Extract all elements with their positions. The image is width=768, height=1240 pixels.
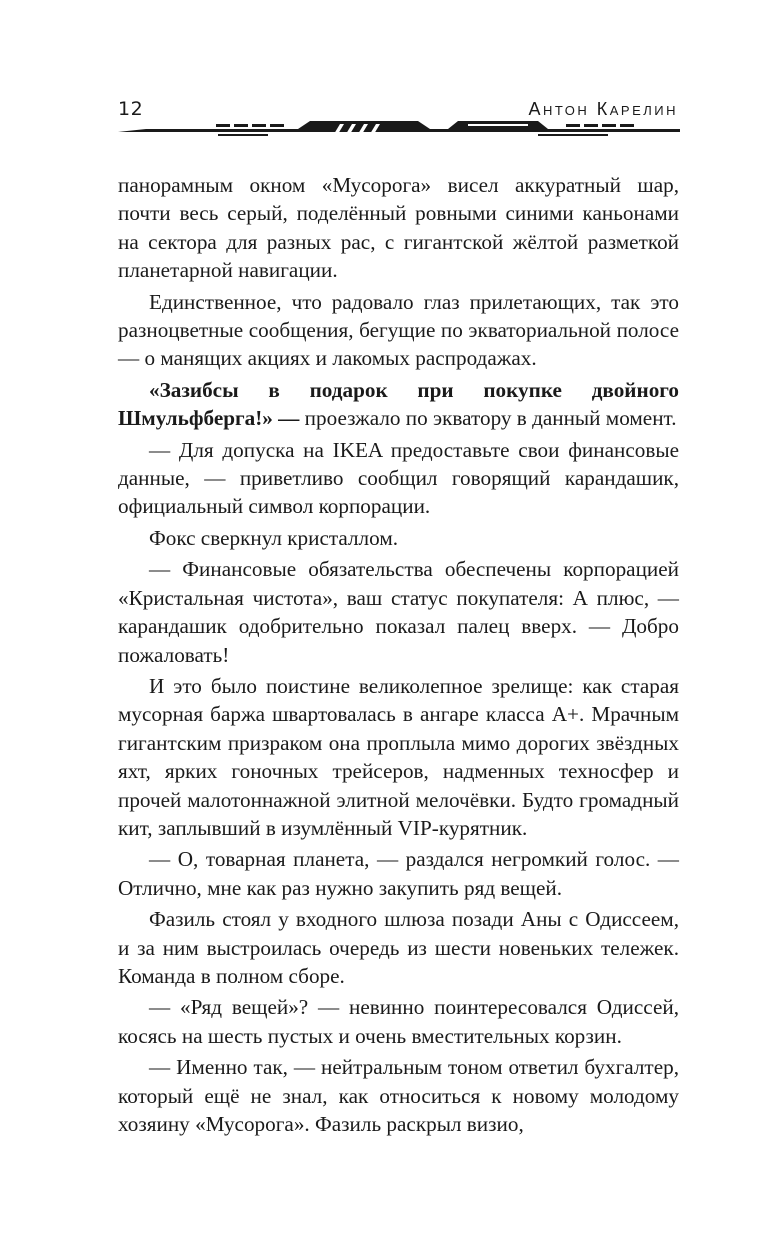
paragraph: Единственное, что радовало глаз прилетающих, так это разноцветные сообщения, бегущие по экваториальной полосе — о манящих акциях и лакомых распродажах. bbox=[118, 289, 679, 371]
paragraph: — «Ряд вещей»? — невинно поинтересовался Одиссей, косясь на шесть пустых и очень вместительных корзин. bbox=[118, 995, 679, 1048]
bold-slogan: «Зазибсы в подарок при покупке двойного Шмульфберга!» — bbox=[118, 377, 679, 431]
body-text bbox=[118, 171, 679, 1138]
paragraph: И это было поистине великолепное зрелище: как старая мусорная баржа швартовалась в ангаре класса А+. Мрачным гигантским призраком она проплыла мимо дорогих звёздных яхт, ярких гоночных трейсеров, надменных техносфер и прочей малотоннажной элитной мелочёвки. Будто громадный кит, заплывший в изумлённый VIP-курятник. bbox=[118, 673, 679, 840]
page-header bbox=[118, 98, 678, 122]
paragraph: — Финансовые обязательства обеспечены корпорацией «Кристальная чистота», ваш статус покупателя: А плюс, — карандашик одобрительно показал палец вверх. — Добро пожаловать! bbox=[118, 557, 679, 667]
header-ornament bbox=[118, 120, 680, 138]
paragraph-continuation: проезжало по экватору в данный момент. bbox=[299, 406, 677, 431]
page-number: 12 bbox=[118, 98, 144, 120]
running-head-author: Антон Карелин bbox=[528, 99, 678, 119]
paragraph: панорамным окном «Мусорога» висел аккуратный шар, почти весь серый, поделённый ровными синими каньонами на сектора для разных рас, с гигантской жёлтой разметкой планетарной навигации. bbox=[118, 173, 679, 283]
paragraph: Фазиль стоял у входного шлюза позади Аны с Одиссеем, и за ним выстроилась очередь из шести новеньких тележек. Команда в полном сборе. bbox=[118, 907, 679, 988]
paragraph: — Именно так, — нейтральным тоном ответил бухгалтер, который ещё не знал, как относиться к новому молодому хозяину «Мусорога». Фазиль раскрыл визио, bbox=[118, 1055, 679, 1136]
paragraph: Фокс сверкнул кристаллом. bbox=[149, 525, 399, 550]
paragraph: — О, товарная планета, — раздался негромкий голос. — Отлично, мне как раз нужно закупить ряд вещей. bbox=[118, 847, 679, 900]
paragraph-with-bold bbox=[118, 376, 679, 433]
paragraph: — Для допуска на IKEA предоставьте свои финансовые данные, — приветливо сообщил говорящий карандашик, официальный символ корпорации. bbox=[118, 437, 679, 519]
